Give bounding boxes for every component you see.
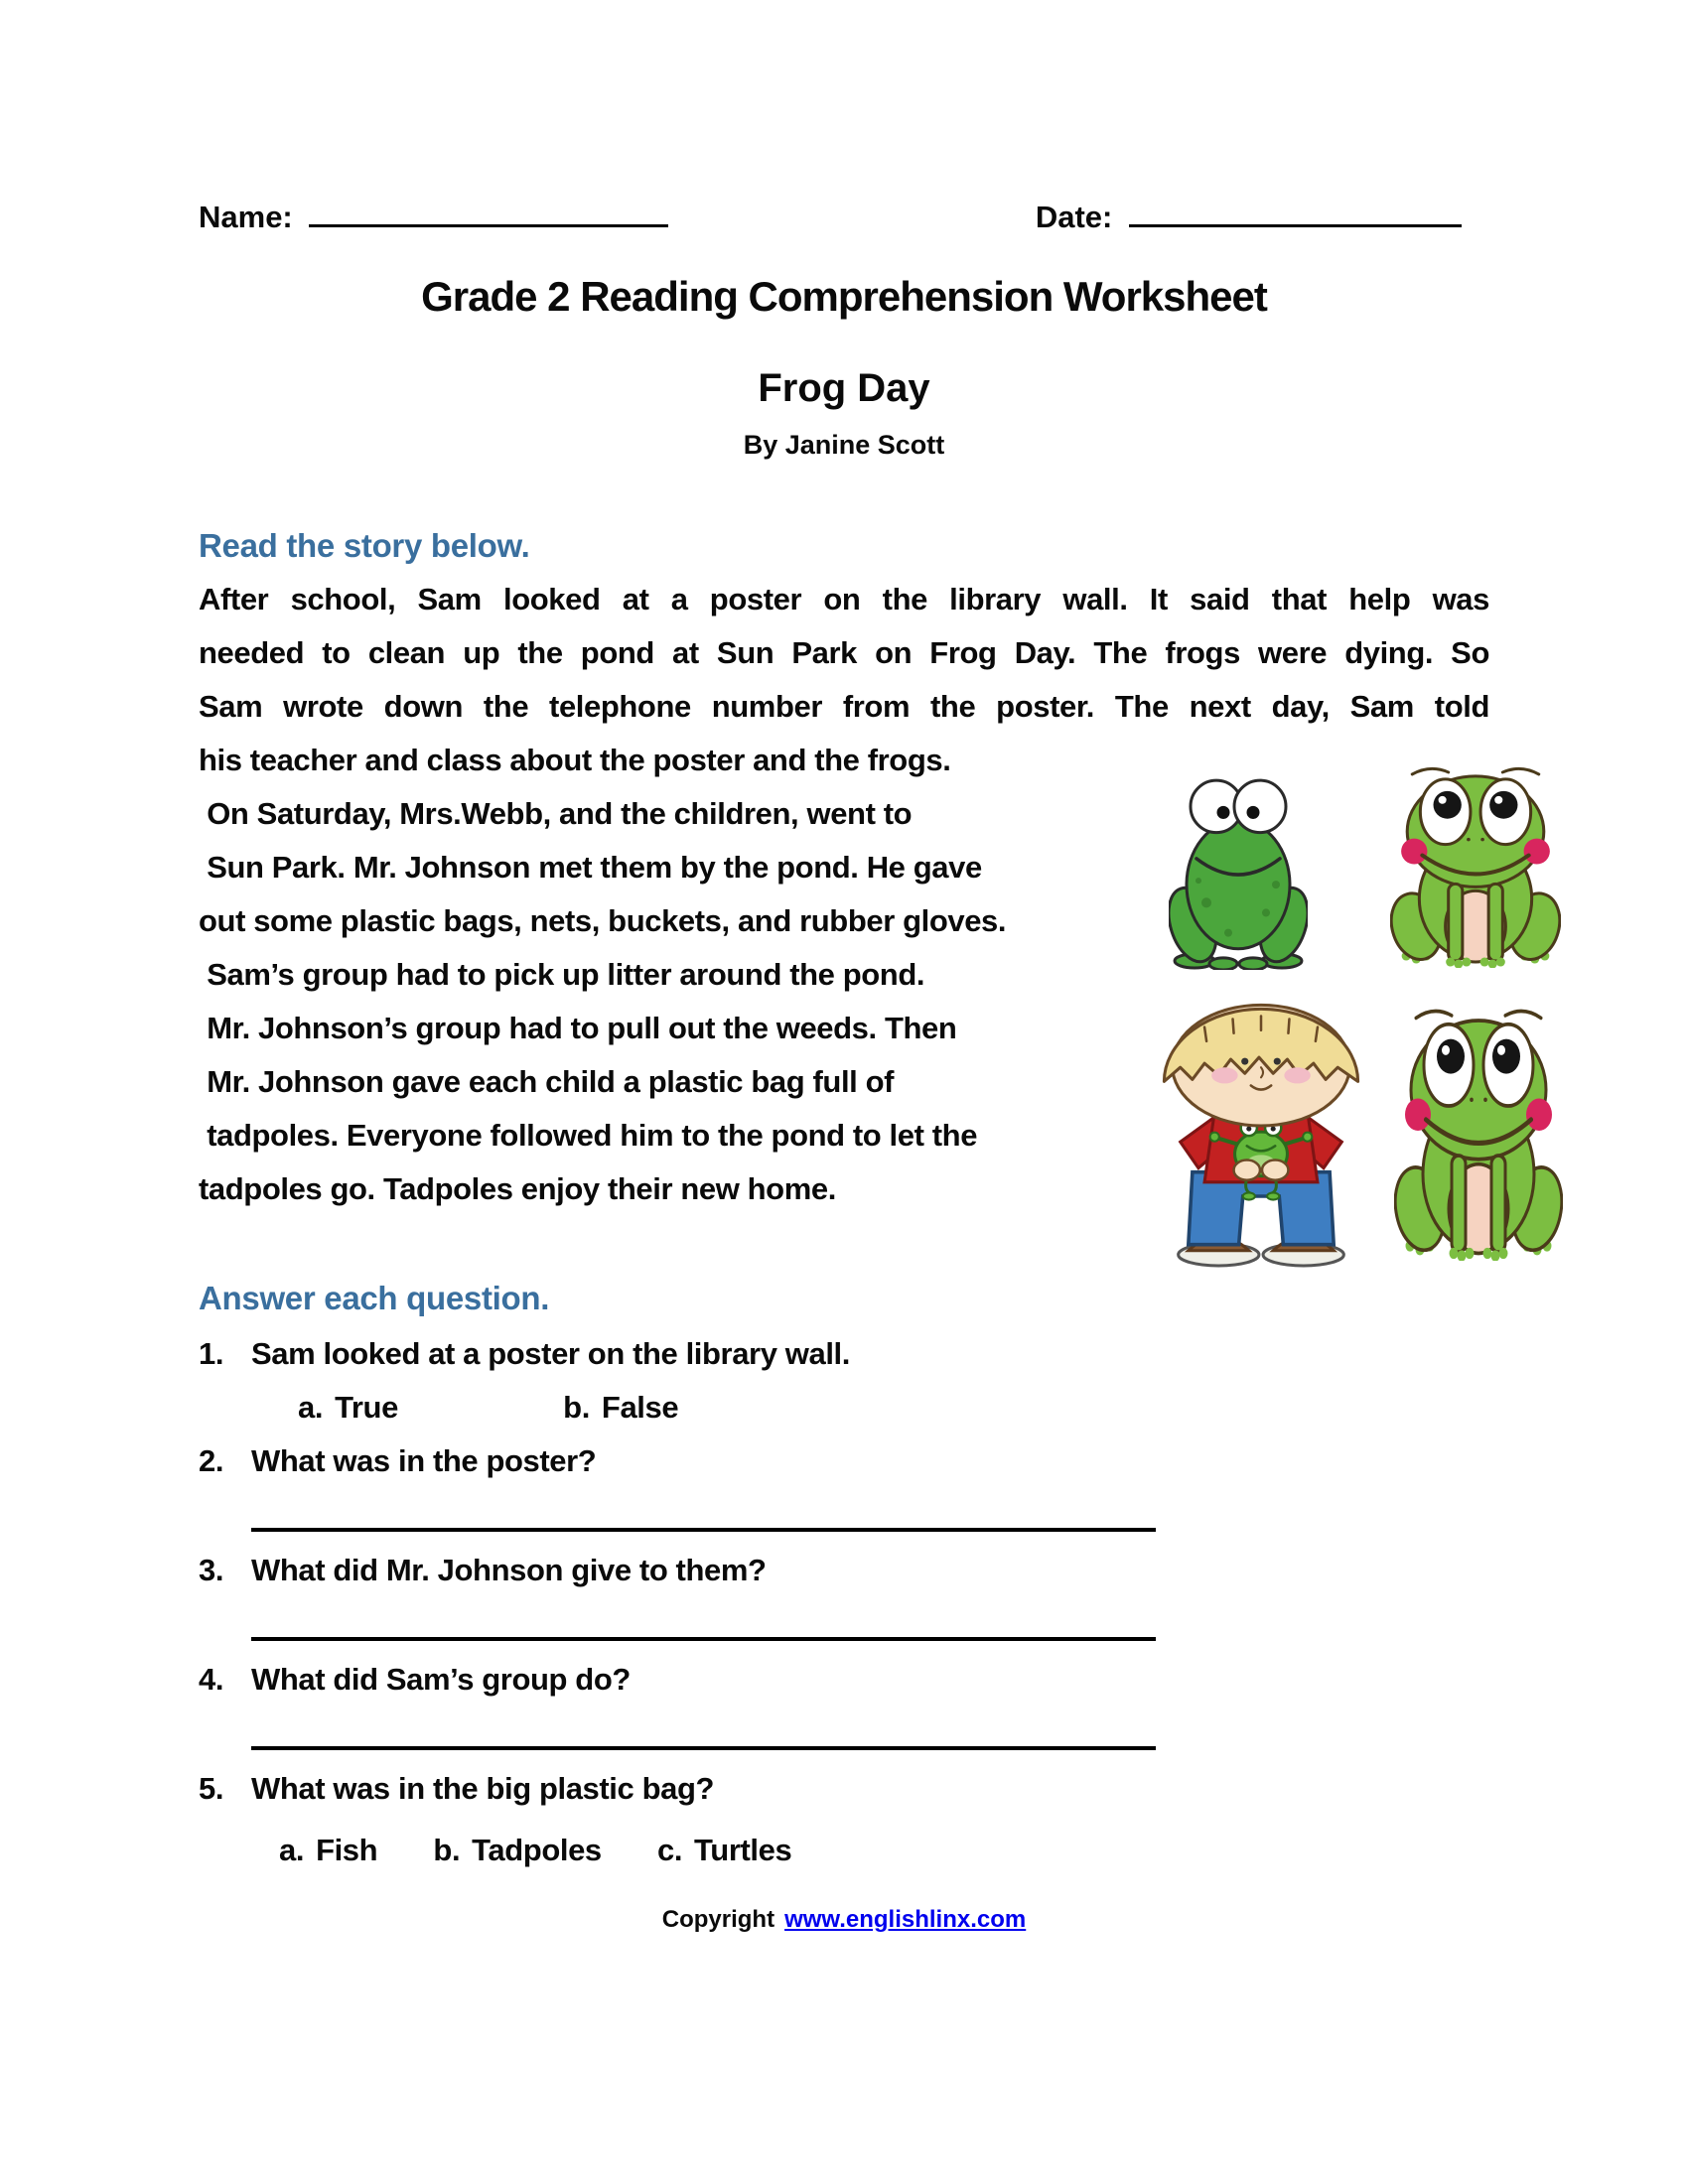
date-label: Date: [1035,200,1113,234]
copyright-label: Copyright [661,1906,775,1933]
story-line: Sun Park. Mr. Johnson met them by the pond. He gave [199,850,982,885]
name-field [199,195,668,237]
byline: By Janine Scott [743,430,945,460]
option-key: b. [433,1833,461,1867]
question-number: 1. [199,1336,224,1371]
story-line: Mr. Johnson’s group had to pull out the weeds. Then [199,1011,957,1045]
question-3 [199,1544,1489,1597]
question-5 [199,1762,1489,1816]
date-blank-line [1129,195,1462,227]
answer-blank-line [251,1488,1156,1532]
option-label: Turtles [694,1833,792,1867]
englishlinx-link[interactable]: www.englishlinx.com [784,1906,1027,1933]
question-number: 5. [199,1771,224,1806]
page-title: Grade 2 Reading Comprehension Worksheet [421,273,1267,320]
frog-clipart-icon [1390,760,1561,968]
option-label: Tadpoles [472,1833,602,1867]
frog-clipart-icon [1169,772,1308,970]
questions-list [199,1327,1489,1877]
story-title: Frog Day [758,366,930,410]
option-label: True [335,1390,398,1425]
answer-blank-line [251,1706,1156,1750]
option-fish [279,1833,377,1867]
option-key: c. [656,1833,683,1867]
option-label: False [601,1390,679,1425]
question-text: What was in the big plastic bag? [251,1771,715,1806]
option-turtles [657,1833,791,1867]
question-text: What was in the poster? [251,1443,597,1478]
footer [199,1905,1489,1935]
question-number: 3. [199,1553,224,1587]
story-line: Sam’s group had to pick up litter around the pond. [199,957,925,992]
questions-instruction-heading: Answer each question. [199,1280,550,1316]
answer-blank-line [251,1597,1156,1641]
story-line: On Saturday, Mrs.Webb, and the children, went to [199,796,913,831]
option-key: b. [563,1390,590,1425]
story-line: out some plastic bags, nets, buckets, and rubber gloves. [199,903,1007,938]
boy-holding-frog-icon [1140,981,1382,1268]
option-key: a. [279,1833,305,1867]
question-1-options [199,1381,1489,1434]
story-instruction-heading: Read the story below. [199,527,530,564]
question-4 [199,1653,1489,1706]
story-line: Sam wrote down the telephone number from the poster. The next day, Sam told [199,689,1489,724]
story-line: needed to clean up the pond at Sun Park on Frog Day. The frogs were dying. So [199,635,1489,670]
question-2 [199,1434,1489,1488]
story-line: his teacher and class about the poster and the frogs. [199,743,951,777]
frog-clipart-icon [1394,1001,1563,1261]
story-line: After school, Sam looked at a poster on the library wall. It said that help was [199,582,1489,616]
question-number: 2. [199,1443,224,1478]
question-text: What did Mr. Johnson give to them? [251,1553,767,1587]
option-true [298,1390,398,1425]
header [199,195,1489,237]
question-5-options [199,1824,1489,1877]
option-label: Fish [316,1833,378,1867]
question-text: Sam looked at a poster on the library wall. [251,1336,850,1371]
story-line: Mr. Johnson gave each child a plastic bag full of [199,1064,895,1099]
story-line: tadpoles. Everyone followed him to the pond to let the [199,1118,978,1153]
name-blank-line [309,195,668,227]
question-number: 4. [199,1662,224,1697]
question-1 [199,1327,1489,1381]
option-tadpoles [433,1833,601,1867]
question-text: What did Sam’s group do? [251,1662,631,1697]
story-line: tadpoles go. Tadpoles enjoy their new home. [199,1171,836,1206]
option-key: a. [298,1390,324,1425]
date-field [1036,195,1462,237]
option-false [563,1390,678,1425]
name-label: Name: [199,200,293,234]
